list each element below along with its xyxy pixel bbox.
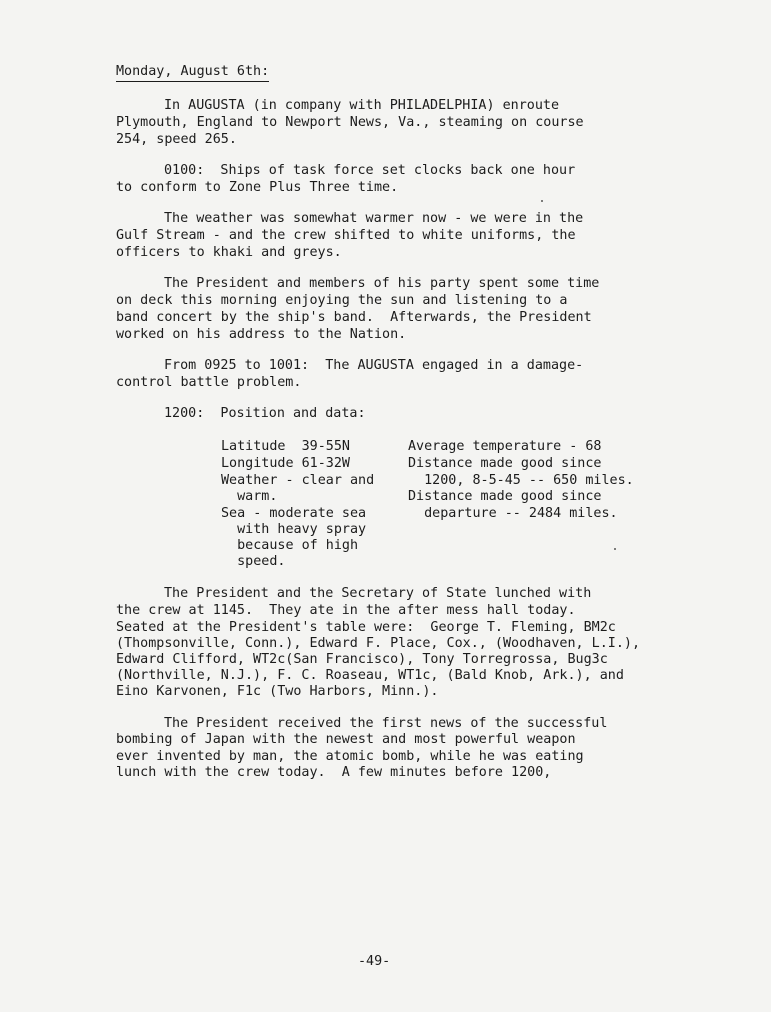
position-right-line-2: Distance made good since: [408, 456, 602, 471]
paragraph-4-line-4: worked on his address to the Nation.: [116, 327, 407, 342]
paragraph-1-line-1: In AUGUSTA (in company with PHILADELPHIA) enroute: [164, 98, 560, 113]
paragraph-7-line-7: Eino Karvonen, F1c (Two Harbors, Minn.).: [116, 684, 439, 699]
paragraph-7-line-5: Edward Clifford, WT2c(San Francisco), Tony Torregrossa, Bug3c: [116, 652, 608, 667]
paragraph-3-line-3: officers to khaki and greys.: [116, 245, 342, 260]
paragraph-7-line-4: (Thompsonville, Conn.), Edward F. Place, Cox., (Woodhaven, L.I.),: [116, 636, 641, 651]
position-left-line-7: because of high: [221, 538, 359, 553]
paragraph-7-line-1: The President and the Secretary of State lunched with: [164, 586, 592, 601]
position-left-line-2: Longitude 61-32W: [221, 456, 350, 471]
paragraph-4-line-2: on deck this morning enjoying the sun and listening to a: [116, 293, 568, 308]
paragraph-4-line-3: band concert by the ship's band. Afterwards, the President: [116, 310, 592, 325]
paragraph-3-line-1: The weather was somewhat warmer now - we were in the: [164, 211, 584, 226]
paragraph-7-line-2: the crew at 1145. They ate in the after mess hall today.: [116, 603, 576, 618]
position-right-line-5: departure -- 2484 miles.: [408, 506, 618, 521]
paragraph-7-line-6: (Northville, N.J.), F. C. Roaseau, WT1c, (Bald Knob, Ark.), and: [116, 668, 624, 683]
paragraph-4-line-1: The President and members of his party spent some time: [164, 276, 600, 291]
paragraph-2-line-2: to conform to Zone Plus Three time.: [116, 180, 399, 195]
paragraph-6-line-1: 1200: Position and data:: [164, 406, 366, 421]
position-right-line-3: 1200, 8-5-45 -- 650 miles.: [408, 473, 634, 488]
paragraph-1-line-3: 254, speed 265.: [116, 132, 237, 147]
position-left-line-3: Weather - clear and: [221, 473, 375, 488]
date-heading: Monday, August 6th:: [116, 64, 269, 82]
scan-speck: [541, 200, 543, 202]
paragraph-8-line-3: ever invented by man, the atomic bomb, while he was eating: [116, 749, 584, 764]
paragraph-8-line-1: The President received the first news of the successful: [164, 716, 608, 731]
paragraph-7-line-3: Seated at the President's table were: George T. Fleming, BM2c: [116, 620, 616, 635]
paragraph-3-line-2: Gulf Stream - and the crew shifted to white uniforms, the: [116, 228, 576, 243]
position-left-line-6: with heavy spray: [221, 522, 367, 537]
paragraph-2-line-1: 0100: Ships of task force set clocks back one hour: [164, 163, 576, 178]
paragraph-5-line-1: From 0925 to 1001: The AUGUSTA engaged in a damage-: [164, 358, 584, 373]
position-left-line-4: warm.: [221, 489, 278, 504]
position-left-line-1: Latitude 39-55N: [221, 439, 350, 454]
paragraph-8-line-4: lunch with the crew today. A few minutes before 1200,: [116, 765, 552, 780]
paragraph-5-line-2: control battle problem.: [116, 375, 302, 390]
position-left-line-8: speed.: [221, 554, 286, 569]
paragraph-1-line-2: Plymouth, England to Newport News, Va., steaming on course: [116, 115, 584, 130]
scan-speck: [614, 548, 616, 550]
position-left-line-5: Sea - moderate sea: [221, 506, 367, 521]
position-right-line-1: Average temperature - 68: [408, 439, 602, 454]
paragraph-8-line-2: bombing of Japan with the newest and most powerful weapon: [116, 732, 576, 747]
position-right-line-4: Distance made good since: [408, 489, 602, 504]
page-number: -49-: [358, 954, 391, 969]
